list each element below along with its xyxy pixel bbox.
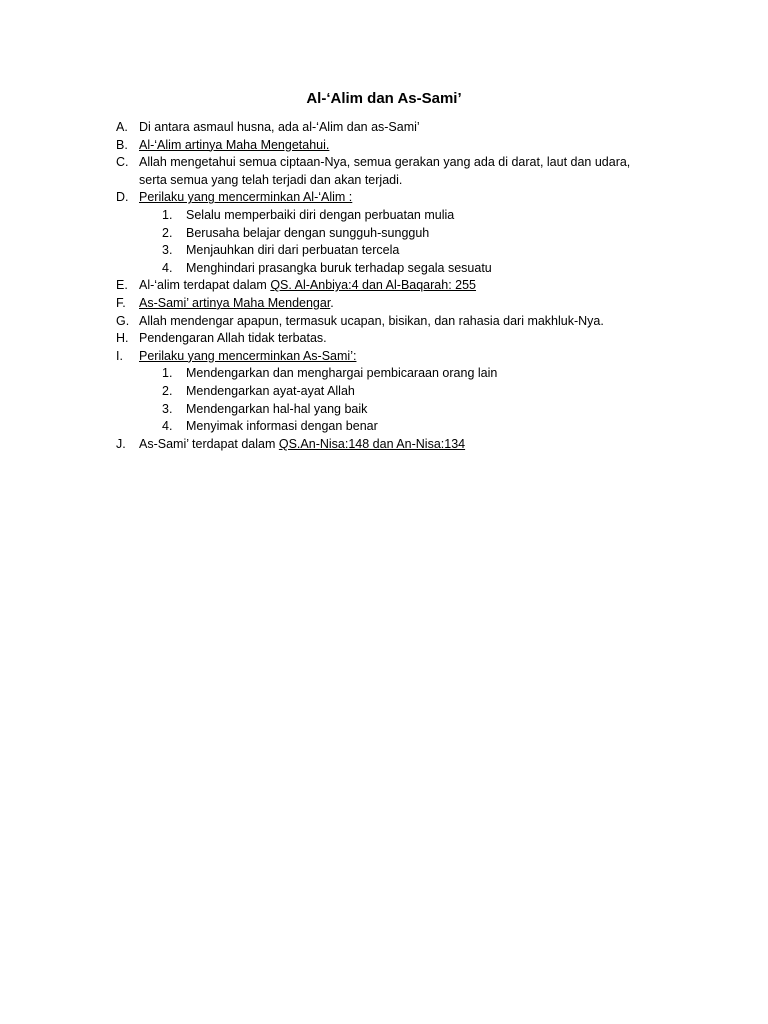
list-item-e <box>116 277 676 295</box>
list-item-j <box>116 436 676 454</box>
sub-item-number: 3. <box>162 243 173 258</box>
sub-item-number: 4. <box>162 419 173 434</box>
content-list <box>116 119 676 453</box>
item-text <box>139 277 676 295</box>
item-marker: J. <box>116 436 126 451</box>
list-item-i <box>116 348 676 366</box>
sub-item-text: Mendengarkan ayat-ayat Allah <box>186 383 355 398</box>
item-text <box>139 436 676 454</box>
sub-item-d-4 <box>116 260 676 278</box>
list-item-c <box>116 154 676 189</box>
item-text-prefix: Al-‘alim terdapat dalam <box>139 278 271 293</box>
page-title: Al-‘Alim dan As-Sami’ <box>306 90 462 107</box>
item-marker: I. <box>116 348 123 363</box>
sub-item-d-3 <box>116 242 676 260</box>
list-item-g <box>116 313 676 331</box>
quran-reference: QS. Al-Anbiya:4 dan Al-Baqarah: 255 <box>270 278 477 293</box>
sub-item-text: Mendengarkan dan menghargai pembicaraan orang lain <box>186 366 498 381</box>
sub-item-d-2 <box>116 225 676 243</box>
sub-item-number: 3. <box>162 401 173 416</box>
item-text: Perilaku yang mencerminkan As-Sami’: <box>139 348 357 363</box>
item-text: Allah mendengar apapun, termasuk ucapan, bisikan, dan rahasia dari makhluk-Nya. <box>139 313 604 328</box>
sub-item-i-3 <box>116 401 676 419</box>
sub-item-i-4 <box>116 418 676 436</box>
sub-item-number: 4. <box>162 260 173 275</box>
sub-item-text: Menyimak informasi dengan benar <box>186 419 378 434</box>
sub-item-text: Menghindari prasangka buruk terhadap segala sesuatu <box>186 260 492 275</box>
item-marker: G. <box>116 313 130 328</box>
sub-item-d-1 <box>116 207 676 225</box>
sub-item-text: Mendengarkan hal-hal yang baik <box>186 401 368 416</box>
item-marker: E. <box>116 278 128 293</box>
item-marker: F. <box>116 295 126 310</box>
sub-item-text: Menjauhkan diri dari perbuatan tercela <box>186 243 400 258</box>
sub-item-number: 1. <box>162 366 173 381</box>
item-text-line-2: serta semua yang telah terjadi dan akan terjadi. <box>139 172 403 187</box>
item-text-line-1: Allah mengetahui semua ciptaan-Nya, semua gerakan yang ada di darat, laut dan udara, <box>139 155 631 170</box>
item-marker: A. <box>116 120 128 134</box>
item-text-suffix: . <box>330 295 334 310</box>
quran-reference: QS.An-Nisa:148 dan An-Nisa:134 <box>278 436 466 451</box>
item-marker: H. <box>116 331 129 346</box>
list-item-h <box>116 330 676 348</box>
sub-item-text: Selalu memperbaiki diri dengan perbuatan mulia <box>186 207 455 222</box>
item-text-prefix: As-Sami’ terdapat dalam <box>139 436 279 451</box>
sub-item-number: 2. <box>162 383 173 398</box>
item-marker: B. <box>116 137 128 152</box>
item-text-underlined: As-Sami’ artinya Maha Mendengar <box>139 295 331 310</box>
item-text <box>139 154 676 189</box>
sub-item-number: 1. <box>162 207 173 222</box>
item-text: Al-‘Alim artinya Maha Mengetahui. <box>139 137 330 152</box>
sub-item-i-2 <box>116 383 676 401</box>
item-marker: C. <box>116 155 129 170</box>
list-item-a <box>116 119 676 137</box>
item-text: Di antara asmaul husna, ada al-‘Alim dan as-Sami’ <box>139 120 420 134</box>
item-text <box>139 295 676 313</box>
sub-item-number: 2. <box>162 225 173 240</box>
list-item-f <box>116 295 676 313</box>
list-item-b <box>116 137 676 155</box>
sub-item-text: Berusaha belajar dengan sungguh-sungguh <box>186 225 430 240</box>
sub-item-i-1 <box>116 365 676 383</box>
item-text: Pendengaran Allah tidak terbatas. <box>139 331 327 346</box>
item-text: Perilaku yang mencerminkan Al-‘Alim : <box>139 190 353 205</box>
item-marker: D. <box>116 190 129 205</box>
list-item-d <box>116 189 676 207</box>
